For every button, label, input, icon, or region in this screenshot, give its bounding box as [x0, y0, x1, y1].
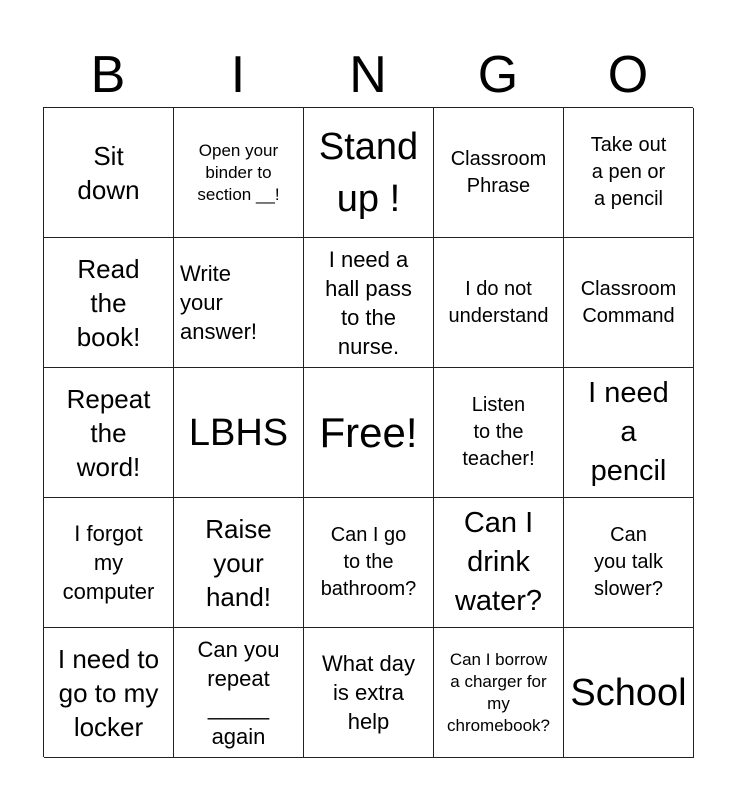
header-letter-i: I: [230, 46, 246, 104]
bingo-cell[interactable]: Classroom Command: [564, 238, 694, 368]
header-letter-n: N: [349, 46, 387, 104]
bingo-cell[interactable]: Can I go to the bathroom?: [304, 498, 434, 628]
bingo-cell[interactable]: Classroom Phrase: [434, 108, 564, 238]
free-space-cell[interactable]: Free!: [304, 368, 434, 498]
bingo-board: [43, 107, 693, 757]
bingo-cell[interactable]: Can I drink water?: [434, 498, 564, 628]
bingo-cell[interactable]: I need to go to my locker: [44, 628, 174, 758]
bingo-cell[interactable]: LBHS: [174, 368, 304, 498]
bingo-cell[interactable]: School: [564, 628, 694, 758]
bingo-cell[interactable]: Can you repeat _____ again: [174, 628, 304, 758]
bingo-cell[interactable]: Sit down: [44, 108, 174, 238]
bingo-cell[interactable]: Can I borrow a charger for my chromebook?: [434, 628, 564, 758]
bingo-cell[interactable]: Read the book!: [44, 238, 174, 368]
bingo-cell[interactable]: Stand up !: [304, 108, 434, 238]
bingo-cell[interactable]: Open your binder to section __!: [174, 108, 304, 238]
bingo-cell[interactable]: Repeat the word!: [44, 368, 174, 498]
bingo-header: [43, 45, 693, 105]
bingo-cell[interactable]: I need a hall pass to the nurse.: [304, 238, 434, 368]
bingo-cell[interactable]: I forgot my computer: [44, 498, 174, 628]
header-letter-o: O: [607, 46, 649, 104]
bingo-cell[interactable]: Listen to the teacher!: [434, 368, 564, 498]
bingo-cell[interactable]: Write your answer!: [174, 238, 304, 368]
bingo-cell[interactable]: Take out a pen or a pencil: [564, 108, 694, 238]
bingo-cell[interactable]: What day is extra help: [304, 628, 434, 758]
bingo-cell[interactable]: I need a pencil: [564, 368, 694, 498]
bingo-cell[interactable]: I do not understand: [434, 238, 564, 368]
header-letter-g: G: [477, 46, 519, 104]
bingo-cell[interactable]: Can you talk slower?: [564, 498, 694, 628]
bingo-cell[interactable]: Raise your hand!: [174, 498, 304, 628]
header-letter-b: B: [90, 46, 126, 104]
